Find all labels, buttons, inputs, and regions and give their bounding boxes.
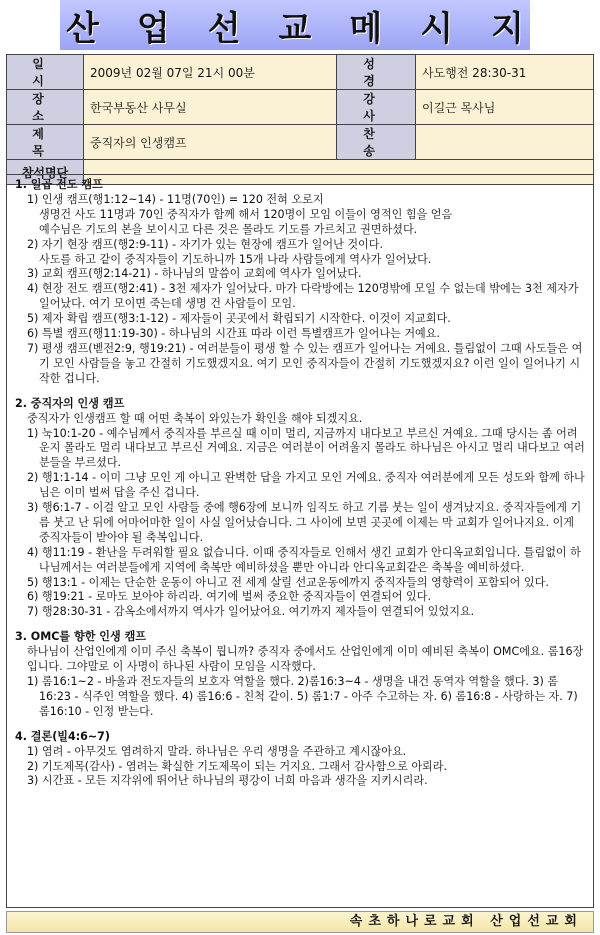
- page-title: [60, 0, 530, 50]
- scripture-label: 성 경: [337, 55, 416, 90]
- section-paragraph: 1) 눅10:1-20 - 예수님께서 중직자를 부르실 때 이미 멀리, 지금까지 내다보고 부르신 거예요. 그때 당시는 좀 어려운지 몰라도 멀리 내다보고 부르신 거예요. 지금은 여러분이 어려울지 몰라도 하나님은 아시고 멀리 내다보고 여러분들을 부르셨다.: [27, 426, 585, 470]
- title-char: 지: [491, 8, 524, 49]
- section-paragraph: 3) 행6:1-7 - 이걸 알고 모인 사람들 중에 행6장에 보니까 임직도 하고 기름 붓는 일이 생겨났지요. 중직자들에게 기름 붓고 난 뒤에 어마어마한 일이 사실 일어났습니다. 그 사이에 보면 곳곳에 이제는 막 교회가 일어나지요. 이게 중직자들이 받아야 될 축복입니다.: [27, 501, 582, 544]
- date-value: 2009년 02월 07일 21시 00분: [84, 55, 337, 90]
- hymn-label: 찬 송: [337, 125, 416, 160]
- speaker-value: 이길근 목사님: [416, 90, 594, 125]
- section-gap: [15, 720, 587, 729]
- section-paragraph: 4) 행11:19 - 환난을 두려워할 필요 없습니다. 이때 중직자들로 인해서 생긴 교회가 안디옥교회입니다. 틀림없이 하나님께서는 여러분들에게 지역에 축복만 예비하셨을 뿐만 아니라 안디옥교회같은 축복을 예비하셨다.: [27, 545, 581, 574]
- subject-label: 제 목: [7, 125, 84, 160]
- info-row-subject: [7, 125, 594, 160]
- section-paragraph: 6) 특별 캠프(행11:19-30) - 하나님의 시간표 따라 이런 특별캠프가 일어나는 거예요.: [27, 327, 440, 341]
- section-paragraph: 1) 염려 - 아무것도 염려하지 말라. 하나님은 우리 생명을 주관하고 계시잖아요.: [27, 744, 407, 758]
- section-paragraph: 2) 기도제목(감사) - 염려는 확실한 기도제목이 되는 거지요. 그래서 감사함으로 아뢰라.: [27, 759, 448, 773]
- section-title: 4. 결론(빌4:6~7): [15, 729, 110, 743]
- sermon-content: [6, 174, 594, 908]
- section-paragraph: 생명건 사도 11명과 70인 중직자가 함께 해서 120명이 모임 이들이 영적인 힘을 얻음: [39, 207, 453, 221]
- church-footer: 속초하나로교회 산업선교회: [6, 911, 594, 933]
- info-row-date: [7, 55, 594, 90]
- subject-value: 중직자의 인생캠프: [84, 125, 337, 160]
- title-char: 교: [278, 8, 312, 49]
- section-gap: [15, 387, 587, 396]
- section-paragraph: 1) 인생 캠프(행1:12~14) - 11명(70인) = 120 전혀 오로지: [27, 192, 324, 206]
- attendees-label: 참석명단: [7, 160, 84, 185]
- date-label: 일 시: [7, 55, 84, 90]
- section-paragraph: 하나님이 산업인에게 이미 주신 축복이 뭡니까? 중직자 중에서도 산업인에게 이미 예비된 축복이 OMC에요. 롬16장입니다. 그야말로 이 사명이 하나된 사람이 모임을 시작했다.: [27, 645, 584, 674]
- hymn-value: [416, 125, 594, 160]
- title-char: 업: [136, 8, 170, 49]
- speaker-label: 강 사: [337, 90, 416, 125]
- section-paragraph: 2) 자기 현장 캠프(행2:9-11) - 자기가 있는 현장에 캠프가 일어난 것이다.: [27, 237, 384, 251]
- title-char: 메: [349, 8, 383, 49]
- section-paragraph: 사도를 하고 같이 중직자들이 기도하니까 15개 나라 사람들에게 역사가 일어났다.: [39, 252, 432, 266]
- section-paragraph: 3) 교회 캠프(행2:14-21) - 하나님의 말씀이 교회에 역사가 일어났다.: [27, 267, 362, 281]
- page-header: [0, 0, 600, 52]
- title-char: 산: [66, 8, 99, 49]
- scripture-value: 사도행전 28:30-31: [416, 55, 594, 90]
- title-char: 시: [420, 8, 454, 49]
- section-paragraph: 5) 행13:1 - 이제는 단순한 운동이 아니고 전 세계 살릴 선교운동에까지 중직자들의 영향력이 포함되어 있다.: [27, 575, 549, 589]
- section-paragraph: 1) 롬16:1~2 - 바울과 전도자들의 보호자 역할을 했다. 2)롬16:3~4 - 생명을 내건 동역자 역할을 했다. 3) 롬16:23 - 식주인 역할을 했다. 4) 롬16:6 - 친척 같이. 5) 롬1:7 - 아주 수고하는 자. 6) 롬16:8 - 사랑하는 자. 7) 롬16:10 - 인정 받는다.: [27, 675, 578, 718]
- section-paragraph: 3) 시간표 - 모든 지각위에 뛰어난 하나님의 평강이 너희 마음과 생각을 지키시리라.: [27, 774, 428, 788]
- section-gap: [15, 620, 587, 629]
- section-paragraph: 5) 제자 확립 캠프(행3:1-12) - 제자들이 곳곳에서 확립되기 시작한다. 이것이 지교회다.: [27, 312, 451, 326]
- info-row-place: [7, 90, 594, 125]
- title-char: 선: [207, 8, 241, 49]
- section-paragraph: 2) 행1:1-14 - 이미 그냥 모인 게 아니고 완벽한 답을 가지고 모인 거예요. 중직자 여러분에게 모든 성도와 함께 하나님은 이미 벌써 답을 주신 겁니다.: [27, 471, 585, 500]
- place-label: 장 소: [7, 90, 84, 125]
- section-title: 1. 일곱 전도 캠프: [15, 178, 103, 191]
- section-paragraph: 예수님은 기도의 본을 보이시고 다른 것은 몰라도 기도를 가르치고 권면하셨다.: [39, 222, 418, 236]
- section-title: 2. 중직자의 인생 캠프: [15, 396, 125, 410]
- section-paragraph: 7) 평생 캠프(벧전2:9, 행19:21) - 여러분들이 평생 할 수 있는 캠프가 일어나는 거예요. 틀림없이 그때 사도들은 여기 모인 사람들을 놓고 간절히 기도했겠지요. 여기 모인 중직자들이 간절히 기도했겠지요? 이런 일이 일어나기 시작한 겁니다.: [27, 341, 583, 385]
- section-paragraph: 4) 현장 전도 캠프(행2:41) - 3천 제자가 일어났다. 마가 다락방에는 120명밖에 모일 수 없는데 밖에는 3천 제자가 일어났다. 여기 모이면 죽는데 생명 건 사람들이 모임.: [27, 282, 579, 311]
- section-title: 3. OMC를 향한 인생 캠프: [15, 630, 147, 644]
- section-paragraph: 6) 행19:21 - 로마도 보아야 하리라. 여기에 벌써 중요한 중직자들이 연결되어 있다.: [27, 590, 431, 604]
- place-value: 한국부동산 사무실: [84, 90, 337, 125]
- section-paragraph: 중직자가 인생캠프 할 때 어떤 축복이 와있는가 확인을 해야 되겠지요.: [27, 411, 363, 425]
- info-table: [6, 54, 594, 185]
- section-paragraph: 7) 행28:30-31 - 감옥소에서까지 역사가 일어났어요. 여기까지 제자들이 연결되어 있었지요.: [27, 605, 475, 619]
